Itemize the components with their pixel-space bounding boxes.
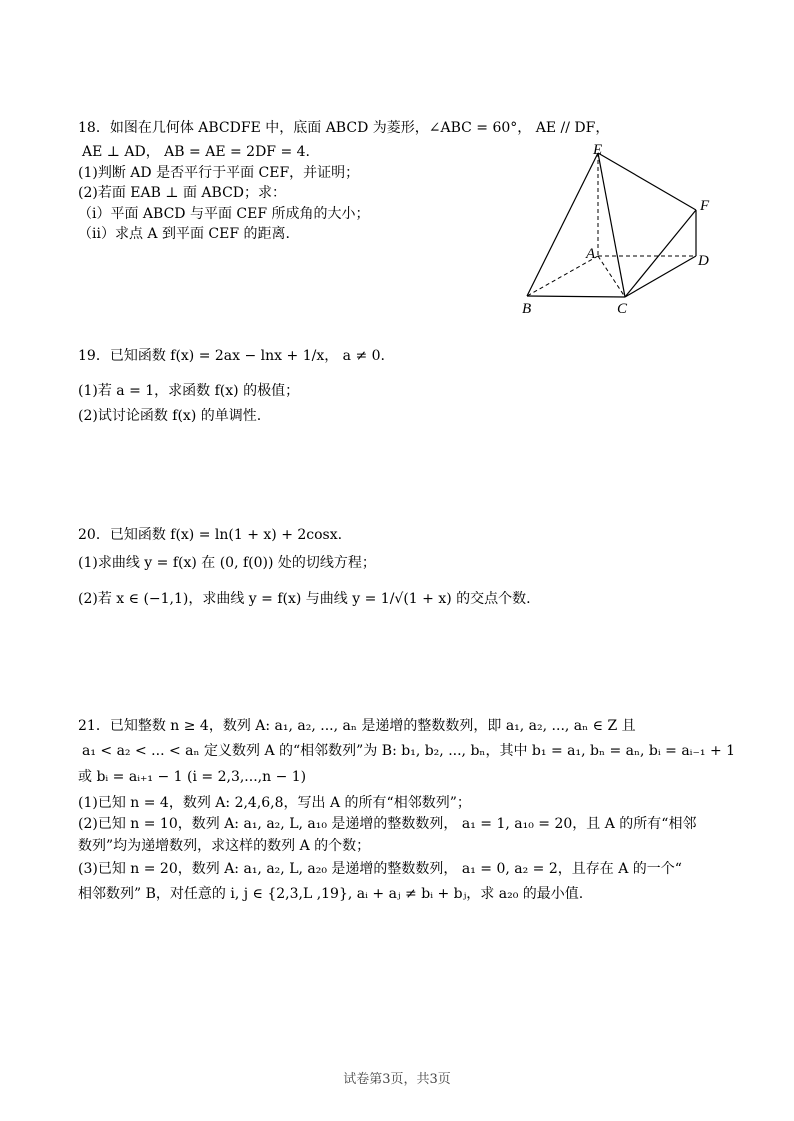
page-footer: 试卷第3页，共3页: [343, 1072, 451, 1087]
edge-EC: [598, 153, 625, 297]
q21-line-5: (2)已知 n = 10，数列 A: a₁, a₂, L, a₁₀ 是递增的整数数列， a₁ = 1, a₁₀ = 20，且 A 的所有“相邻: [78, 816, 697, 832]
q21-line-1: 21．已知整数 n ≥ 4，数列 A: a₁, a₂, ..., aₙ 是递增的整数数列，即 a₁, a₂, ..., aₙ ∈ Z 且: [78, 718, 636, 734]
q21-line-7: (3)已知 n = 20，数列 A: a₁, a₂, L, a₂₀ 是递增的整数数列， a₁ = 0, a₂ = 2，且存在 A 的一个“: [78, 861, 682, 877]
q19-line-2: (1)若 a = 1，求函数 f(x) 的极值；: [78, 383, 300, 399]
q21-line-4: (1)已知 n = 4，数列 A: 2,4,6,8，写出 A 的所有“相邻数列”；: [78, 795, 471, 811]
edge-AB: [527, 256, 598, 296]
q20-line-3: (2)若 x ∈ (−1,1)，求曲线 y = f(x) 与曲线 y = 1/√(1 + x) 的交点个数.: [78, 591, 531, 607]
q19-line-1: 19．已知函数 f(x) = 2ax − lnx + 1/x， a ≠ 0.: [78, 348, 386, 364]
q18-line-5: （ⅰ）平面 ABCD 与平面 CEF 所成角的大小；: [78, 206, 370, 222]
label-E: E: [593, 142, 603, 158]
q18-line-4: (2)若面 EAB ⊥ 面 ABCD；求：: [78, 185, 287, 201]
edge-CD: [625, 256, 696, 297]
q18-line-2: AE ⊥ AD， AB = AE = 2DF = 4.: [82, 144, 311, 160]
q18-line-6: （ⅱ）求点 A 到平面 CEF 的距离.: [78, 226, 290, 242]
q21-line-2: a₁ < a₂ < ... < aₙ 定义数列 A 的“相邻数列”为 B: b₁, b₂, ..., bₙ，其中 b₁ = a₁, bₙ = aₙ, bᵢ = aᵢ₋₁ + 1: [82, 743, 736, 759]
q21-line-3: 或 bᵢ = aᵢ₊₁ − 1 (i = 2,3,...,n − 1): [78, 769, 307, 785]
edge-FC: [625, 210, 696, 297]
label-D: D: [698, 253, 709, 269]
q18-line-3: (1)判断 AD 是否平行于平面 CEF，并证明；: [78, 165, 360, 181]
q20-line-2: (1)求曲线 y = f(x) 在 (0, f(0)) 处的切线方程；: [78, 555, 376, 571]
label-B: B: [522, 301, 532, 317]
label-A: A: [586, 246, 596, 262]
edge-EF: [598, 153, 696, 210]
edge-BC: [527, 296, 625, 297]
label-C: C: [617, 301, 628, 317]
q19-line-3: (2)试讨论函数 f(x) 的单调性.: [78, 408, 262, 424]
q21-line-6: 数列”均为递增数列，求这样的数列 A 的个数；: [78, 838, 371, 854]
geometry-figure: [510, 140, 730, 320]
edge-EB: [527, 153, 598, 296]
q21-line-8: 相邻数列” B，对任意的 i, j ∈ {2,3,L ,19}, aᵢ + aⱼ ≠ bᵢ + bⱼ，求 a₂₀ 的最小值.: [78, 886, 584, 902]
q18-line-1: 18．如图在几何体 ABCDFE 中，底面 ABCD 为菱形，∠ABC = 60°， AE // DF，: [78, 120, 610, 136]
q20-line-1: 20．已知函数 f(x) = ln(1 + x) + 2cosx.: [78, 527, 343, 543]
label-F: F: [700, 198, 710, 214]
